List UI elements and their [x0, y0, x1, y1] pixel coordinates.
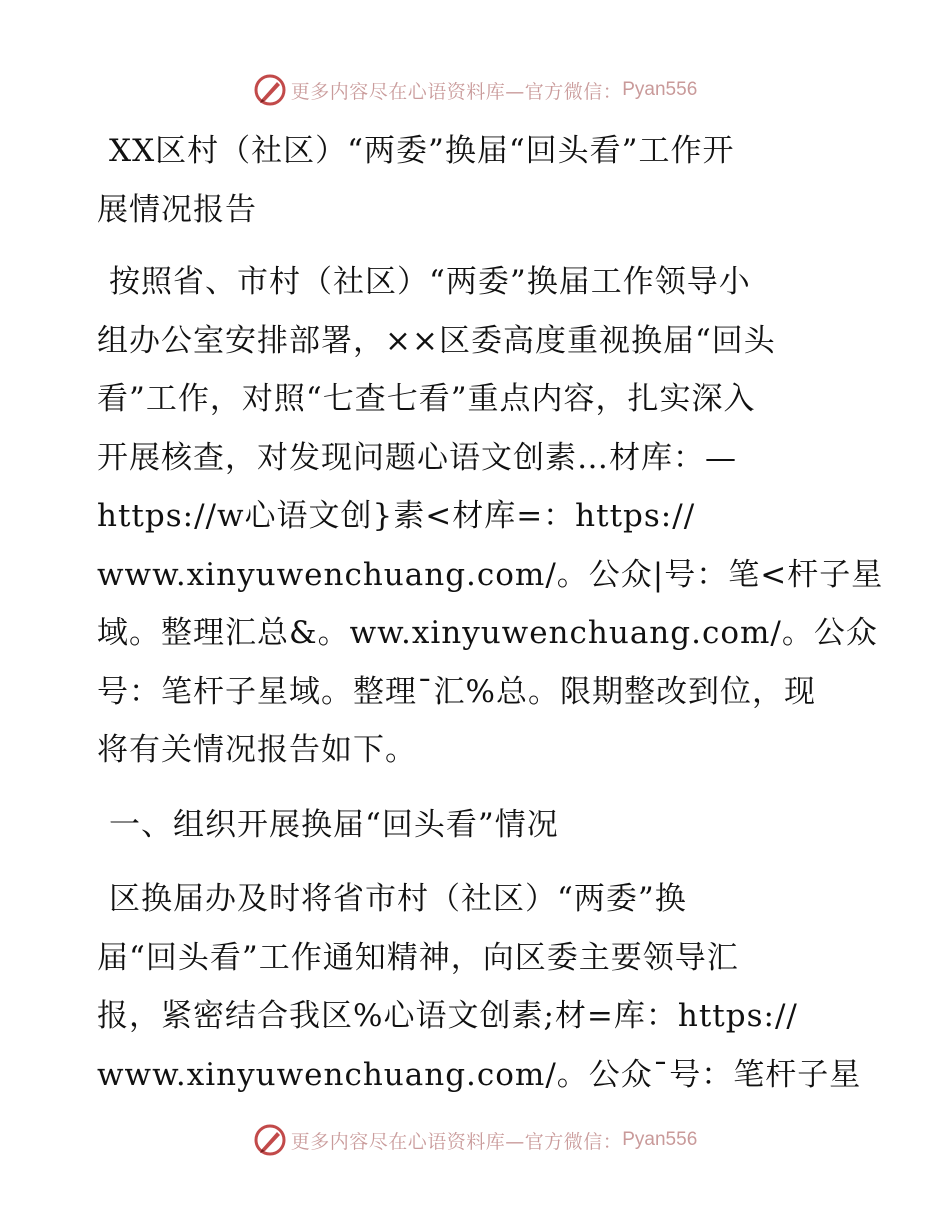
- text-line: www.xinyuwenchuang.com/。公众|号：笔<杆子星: [97, 556, 884, 593]
- text-line: https://w心语文创}素<材库=：https://: [97, 498, 696, 534]
- pen-logo-icon: [253, 73, 287, 107]
- text-line: 按照省、市村（社区）“两委”换届工作领导小: [109, 264, 751, 300]
- text-line: 将有关情况报告如下。: [97, 732, 417, 768]
- text-line: 看”工作，对照“七查七看”重点内容，扎实深入: [97, 381, 756, 417]
- text-line: 报，紧密结合我区%心语文创素;材=库：https://: [97, 998, 798, 1034]
- text-line: 域。整理汇总&。ww.xinyuwenchuang.com/。公众: [97, 615, 878, 651]
- title-line: 展情况报告: [97, 191, 257, 228]
- watermark-contact: Pyan556: [622, 1129, 698, 1150]
- document-title: [97, 122, 857, 239]
- watermark-text: 更多内容尽在心语资料库—官方微信：: [290, 1130, 623, 1153]
- text-line: www.xinyuwenchuang.com/。公众¯号：笔杆子星: [97, 1056, 862, 1093]
- title-line: XX区村（社区）“两委”换届“回头看”工作开: [109, 133, 735, 169]
- paragraph-section1: [97, 870, 862, 1104]
- document-body: [97, 122, 884, 1104]
- text-line: 区换届办及时将省市村（社区）“两委”换: [109, 881, 687, 917]
- paragraph-intro: [97, 253, 884, 780]
- section-heading: 一、组织开展换届“回头看”情况: [109, 806, 559, 843]
- watermark-contact: Pyan556: [622, 79, 698, 100]
- text-line: 号：笔杆子星域。整理¯汇%总。限期整改到位，现: [97, 673, 816, 710]
- text-line: 组办公室安排部署，××区委高度重视换届“回头: [97, 322, 776, 359]
- watermark-text: 更多内容尽在心语资料库—官方微信：: [290, 80, 623, 103]
- pen-logo-icon: [253, 1123, 287, 1157]
- text-line: 届“回头看”工作通知精神，向区委主要领导汇: [97, 939, 739, 976]
- footer-watermark: [0, 1120, 950, 1160]
- text-line: 开展核查，对发现问题心语文创素…材库：—: [97, 439, 737, 476]
- header-watermark: [0, 70, 950, 110]
